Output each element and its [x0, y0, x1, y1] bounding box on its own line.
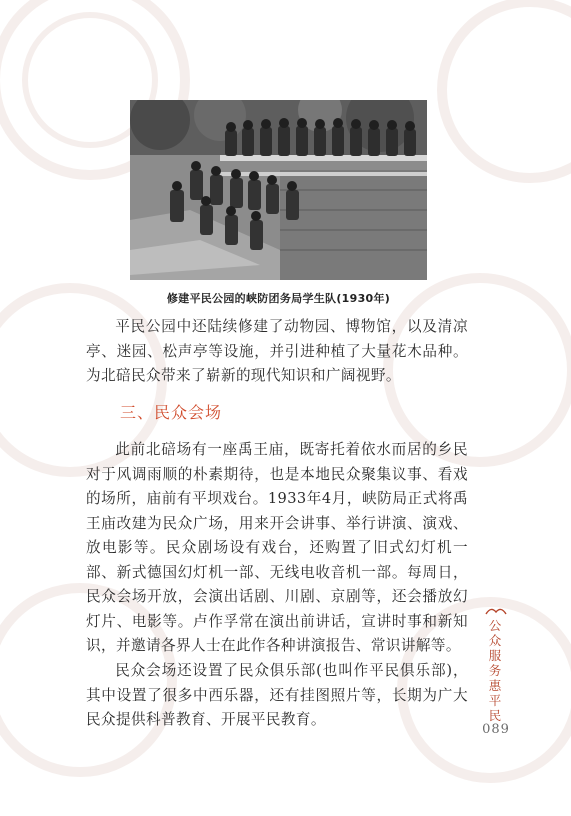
section-heading: 三、民众会场: [120, 403, 223, 422]
paragraph-assembly-hall: 此前北碚场有一座禹王庙，既寄托着依水而居的乡民对于风调雨顺的朴素期待，也是本地民众聚集议事、看戏的场所，庙前有平坝戏台。1933年4月，峡防局正式将禹王庙改建为民众广场，用来开会讲事、举行讲演、演戏、放电影等。民众剧场设有戏台，还购置了旧式幻灯机一部、新式德国幻灯机一部、无线电收音机一部。每周日，民众会场开放，会演出话剧、川剧、京剧等，还会播放幻灯片、电影等。卢作孚常在演出前讲话，宣讲时事和新知识，并邀请各界人士在此作各种讲演报告、常识讲解等。: [86, 441, 468, 654]
page-number: 089: [482, 722, 510, 737]
photo-caption: 修建平民公园的峡防团务局学生队(1930年): [166, 292, 391, 305]
side-ornament-icon: [485, 606, 507, 616]
watermark-right-top: [420, 0, 571, 200]
historical-photo: [130, 100, 427, 280]
paragraph-park-facilities: 平民公园中还陆续修建了动物园、博物馆，以及清凉亭、迷园、松声亭等设施，并引进种植了大量花木品种。为北碚民众带来了崭新的现代知识和广阔视野。: [86, 318, 468, 384]
paragraph-club: 民众会场还设置了民众俱乐部(也叫作平民俱乐部)，其中设置了很多中西乐器，还有挂图照片等，长期为广大民众提供科普教育、开展平民教育。: [86, 662, 468, 728]
chapter-side-label: 公众服务惠平民: [488, 618, 502, 723]
